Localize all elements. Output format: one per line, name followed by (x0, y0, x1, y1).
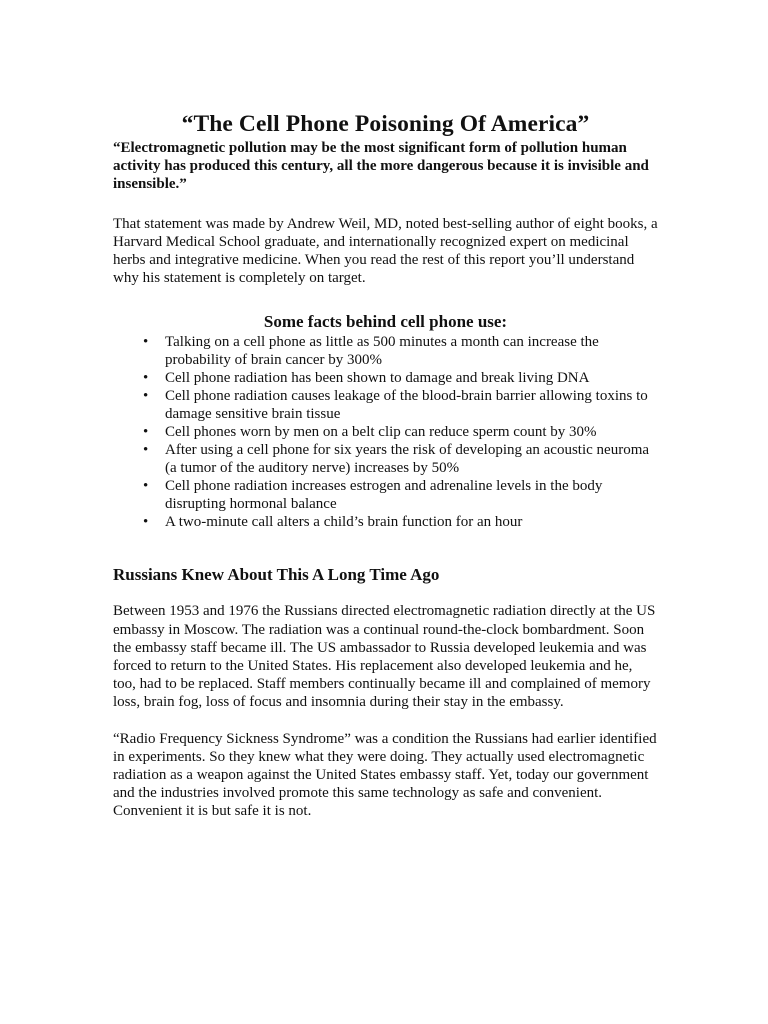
section-paragraph: “Radio Frequency Sickness Syndrome” was a condition the Russians had earlier identified in experiments. So they knew what they were doing. They actually used electromagnetic radiation as a weapon against the United States embassy staff. Yet, today our government and the industries involved promote this same technology as safe and convenient. Convenient it is but safe it is not. (113, 730, 657, 820)
bullet-icon: • (143, 442, 149, 459)
fact-item (113, 369, 658, 387)
fact-text: Talking on a cell phone as little as 500 minutes a month can increase the probability of brain cancer by 300% (165, 334, 599, 369)
document-title: “The Cell Phone Poisoning Of America” (181, 111, 590, 137)
epigraph-quote: “Electromagnetic pollution may be the most significant form of pollution human activity has produced this century, all the more dangerous because it is invisible and insensible.” (113, 140, 649, 193)
facts-list (113, 333, 658, 531)
fact-text: After using a cell phone for six years the risk of developing an acoustic neuroma (a tumor of the auditory nerve) increases by 50% (165, 442, 650, 477)
fact-text: Cell phones worn by men on a belt clip can reduce sperm count by 30% (165, 424, 597, 441)
bullet-icon: • (143, 388, 149, 405)
fact-text: Cell phone radiation increases estrogen and adrenaline levels in the body disrupting hormonal balance (165, 478, 603, 513)
fact-item (113, 477, 658, 513)
fact-text: Cell phone radiation has been shown to damage and break living DNA (165, 370, 590, 387)
fact-text: A two-minute call alters a child’s brain function for an hour (165, 514, 523, 531)
fact-item (113, 423, 658, 441)
document-body (113, 109, 658, 821)
bullet-icon: • (143, 370, 149, 387)
fact-item (113, 441, 658, 477)
bullet-icon: • (143, 424, 149, 441)
fact-item (113, 513, 658, 531)
bullet-icon: • (143, 514, 149, 531)
section-heading: Russians Knew About This A Long Time Ago (113, 565, 440, 585)
fact-item (113, 333, 658, 369)
bullet-icon: • (143, 478, 149, 495)
fact-text: Cell phone radiation causes leakage of the blood-brain barrier allowing toxins to damage sensitive brain tissue (165, 388, 648, 423)
section-paragraph: Between 1953 and 1976 the Russians directed electromagnetic radiation directly at the US embassy in Moscow. The radiation was a continual round-the-clock bombardment. Soon the embassy staff became ill. The US ambassador to Russia developed leukemia and was forced to return to the United States. His replacement also developed leukemia and he, too, had to be replaced. Staff members continually became ill and complained of memory loss, brain fog, loss of focus and insomnia during their stay in the embassy. (113, 603, 656, 711)
bullet-icon: • (143, 334, 149, 351)
intro-paragraph: That statement was made by Andrew Weil, MD, noted best-selling author of eight books, a Harvard Medical School graduate, and internationally recognized expert on medicinal herbs and integrative medicine. When you read the rest of this report you’ll understand why his statement is completely on target. (113, 215, 658, 287)
fact-item (113, 387, 658, 423)
facts-heading: Some facts behind cell phone use: (263, 312, 508, 332)
